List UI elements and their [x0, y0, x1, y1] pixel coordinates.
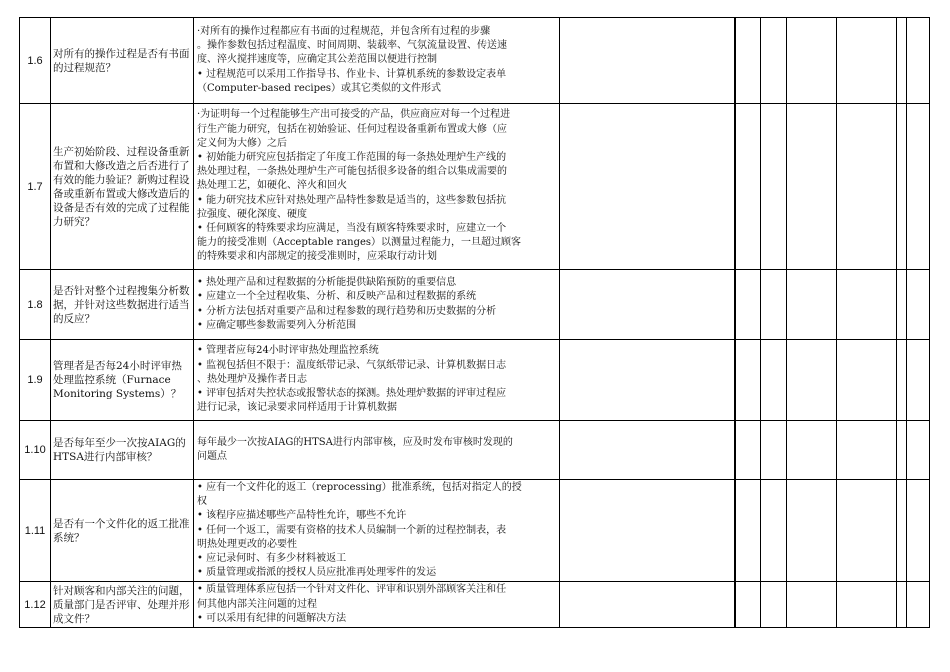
score-cell-b[interactable] [761, 270, 787, 340]
guidance-line: 何其他内部关注问题的过程 [197, 598, 317, 610]
guidance-line: 能力的接受准则（Acceptable ranges）以测量过程能力，一旦超过顾客 [197, 237, 522, 249]
table-row [20, 340, 930, 421]
guidance-line: • 可以采用有纪律的问题解决方法 [197, 612, 347, 624]
notes-cell-c[interactable] [907, 340, 930, 421]
notes-cell-b[interactable] [837, 421, 897, 480]
guidance-line: • 任何一个返工，需要有资格的技术人员编制一个新的过程控制表，表 [197, 524, 507, 536]
audit-question: 对所有的操作过程是否有书面的过程规范？ [51, 18, 194, 104]
guidance-line: • 分析方法包括对重要产品和过程参数的现行趋势和历史数据的分析 [197, 305, 497, 317]
notes-cell-c[interactable] [907, 104, 930, 270]
item-number: 1.11 [20, 480, 51, 582]
item-number: 1.8 [20, 270, 51, 340]
spacer-cell[interactable] [897, 480, 907, 582]
table-row [20, 18, 930, 104]
notes-cell-a[interactable] [787, 18, 837, 104]
notes-cell-c[interactable] [907, 480, 930, 582]
guidance-line: • 评审包括对失控状态或报警状态的探测。热处理炉数据的评审过程应 [197, 388, 507, 400]
evidence-cell[interactable] [560, 104, 735, 270]
score-cell-b[interactable] [761, 18, 787, 104]
evidence-cell[interactable] [560, 18, 735, 104]
guidance-line: 。操作参数包括过程温度、时间周期、装载率、气氛流量设置、传送速 [197, 40, 507, 52]
guidance-line: • 质量管理或指派的授权人员应批准再处理零件的发运 [197, 567, 437, 579]
notes-cell-a[interactable] [787, 340, 837, 421]
score-cell-a[interactable] [735, 421, 761, 480]
spacer-cell[interactable] [897, 582, 907, 628]
guidance-line: 进行记录，该记录要求同样适用于计算机数据 [197, 402, 397, 414]
guidance-line: • 能力研究技术应针对热处理产品特性参数是适当的，这些参数包括抗 [197, 194, 507, 206]
evidence-cell[interactable] [560, 582, 735, 628]
score-cell-b[interactable] [761, 582, 787, 628]
guidance-line: • 初始能力研究应包括指定了年度工作范围的每一条热处理炉生产线的 [197, 151, 507, 163]
guidance-line: 度、淬火搅拌速度等，应确定其公差范围以便进行控制 [197, 54, 437, 66]
notes-cell-b[interactable] [837, 18, 897, 104]
guidance-line: 权 [197, 496, 207, 508]
table-row [20, 270, 930, 340]
audit-checklist-table [19, 17, 930, 628]
evidence-cell[interactable] [560, 340, 735, 421]
audit-question: 是否针对整个过程搜集分析数据，并针对这些数据进行适当的反应？ [51, 270, 194, 340]
guidance-line: 明热处理更改的必要性 [197, 538, 297, 550]
spacer-cell[interactable] [897, 104, 907, 270]
audit-guidance [194, 421, 560, 480]
table-row [20, 104, 930, 270]
audit-guidance [194, 18, 560, 104]
score-cell-a[interactable] [735, 340, 761, 421]
guidance-line: • 应有一个文件化的返工（reprocessing）批准系统，包括对指定人的授 [197, 482, 522, 493]
table-row [20, 480, 930, 582]
score-cell-a[interactable] [735, 480, 761, 582]
notes-cell-c[interactable] [907, 270, 930, 340]
guidance-line: • 热处理产品和过程数据的分析能提供缺陷预防的重要信息 [197, 277, 457, 289]
guidance-line: 拉强度、硬化深度、硬度 [197, 208, 307, 220]
spacer-cell[interactable] [897, 18, 907, 104]
audit-question: 针对顾客和内部关注的问题，质量部门是否评审、处理并形成文件？ [51, 582, 194, 628]
spacer-cell[interactable] [897, 340, 907, 421]
guidance-line: 、热处理炉及操作者日志 [197, 373, 307, 385]
notes-cell-b[interactable] [837, 270, 897, 340]
score-cell-a[interactable] [735, 18, 761, 104]
notes-cell-c[interactable] [907, 421, 930, 480]
guidance-line: 问题点 [197, 451, 227, 462]
score-cell-b[interactable] [761, 421, 787, 480]
guidance-line: • 管理者应每24小时评审热处理监控系统 [197, 345, 379, 357]
audit-rows [20, 18, 930, 628]
notes-cell-a[interactable] [787, 421, 837, 480]
evidence-cell[interactable] [560, 480, 735, 582]
spacer-cell[interactable] [897, 421, 907, 480]
item-number: 1.9 [20, 340, 51, 421]
guidance-line: • 该程序应描述哪些产品特性允许，哪些不允许 [197, 510, 407, 522]
guidance-line: 热处理过程，一条热处理炉生产可能包括很多设备的组合以集成需要的 [197, 166, 507, 178]
guidance-line: 热处理工艺，如硬化、淬火和回火 [197, 180, 347, 192]
audit-guidance [194, 104, 560, 270]
notes-cell-a[interactable] [787, 582, 837, 628]
score-cell-a[interactable] [735, 104, 761, 270]
table-row [20, 582, 930, 628]
evidence-cell[interactable] [560, 421, 735, 480]
notes-cell-b[interactable] [837, 582, 897, 628]
score-cell-a[interactable] [735, 582, 761, 628]
table-row [20, 421, 930, 480]
notes-cell-c[interactable] [907, 582, 930, 628]
guidance-line: • 任何顾客的特殊要求均应满足，当没有顾客特殊要求时，应建立一个 [197, 223, 507, 234]
guidance-line: 的特殊要求和内部规定的接受准则时，应采取行动计划 [197, 251, 437, 263]
guidance-line: • 应记录何时、有多少材料被返工 [197, 553, 347, 565]
guidance-line: ·为证明每一个过程能够生产出可接受的产品，供应商应对每一个过程进 [197, 109, 511, 121]
notes-cell-b[interactable] [837, 340, 897, 421]
notes-cell-a[interactable] [787, 270, 837, 340]
audit-guidance [194, 480, 560, 582]
audit-guidance [194, 582, 560, 628]
notes-cell-a[interactable] [787, 480, 837, 582]
audit-question: 生产初始阶段、过程设备重新布置和大修改造之后否进行了有效的能力验证？新购过程设备或重新布置或大修改造后的设备是否有效的完成了过程能力研究？ [51, 104, 194, 270]
score-cell-b[interactable] [761, 480, 787, 582]
guidance-line: • 监视包括但不限于：温度纸带记录、气氛纸带记录、计算机数据日志 [197, 359, 507, 371]
evidence-cell[interactable] [560, 270, 735, 340]
spacer-cell[interactable] [897, 270, 907, 340]
guidance-line: • 过程规范可以采用工作指导书、作业卡、计算机系统的参数设定表单 [197, 68, 507, 80]
item-number: 1.7 [20, 104, 51, 270]
audit-guidance [194, 270, 560, 340]
score-cell-b[interactable] [761, 104, 787, 270]
audit-guidance [194, 340, 560, 421]
guidance-line: • 质量管理体系应包括一个针对文件化、评审和识别外部顾客关注和任 [197, 584, 507, 596]
guidance-line: • 应建立一个全过程收集、分析、和反映产品和过程数据的系统 [197, 291, 477, 303]
guidance-line: 每年最少一次按AIAG的HTSA进行内部审核，应及时发布审核时发现的 [197, 436, 513, 448]
item-number: 1.12 [20, 582, 51, 628]
item-number: 1.10 [20, 421, 51, 480]
notes-cell-b[interactable] [837, 480, 897, 582]
guidance-line: • 应确定哪些参数需要列入分析范围 [197, 319, 357, 331]
guidance-line: 行生产能力研究，包括在初始验证、任何过程设备重新布置或大修（应 [197, 123, 507, 135]
audit-question: 是否有一个文件化的返工批准系统？ [51, 480, 194, 582]
guidance-line: 定义何为大修）之后 [197, 137, 287, 149]
score-cell-b[interactable] [761, 340, 787, 421]
score-cell-a[interactable] [735, 270, 761, 340]
notes-cell-b[interactable] [837, 104, 897, 270]
notes-cell-a[interactable] [787, 104, 837, 270]
item-number: 1.6 [20, 18, 51, 104]
guidance-line: ·对所有的操作过程都应有书面的过程规范，并包含所有过程的步骤 [197, 25, 491, 37]
guidance-line: （Computer-based recipes）或其它类似的文件形式 [197, 82, 442, 94]
audit-question: 是否每年至少一次按AIAG的HTSA进行内部审核？ [51, 421, 194, 480]
notes-cell-c[interactable] [907, 18, 930, 104]
audit-question: 管理者是否每24小时评审热处理监控系统（Furnace Monitoring Systems）？ [51, 340, 194, 421]
